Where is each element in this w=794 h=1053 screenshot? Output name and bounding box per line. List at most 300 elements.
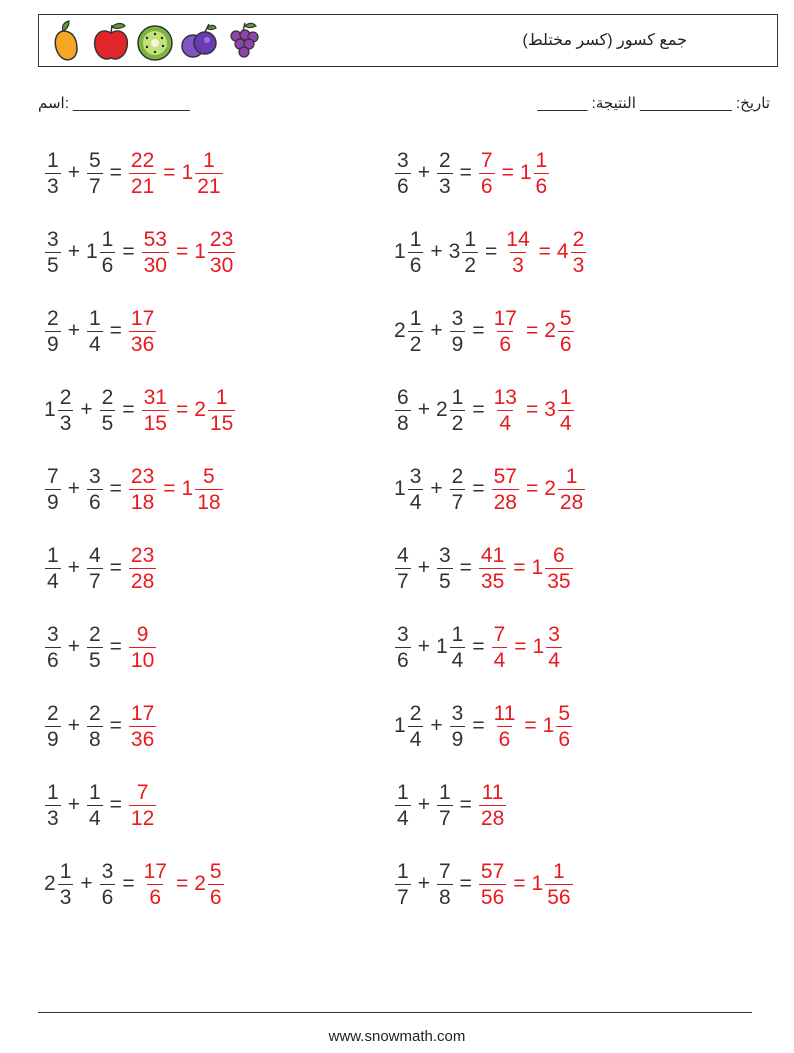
problem-row xyxy=(394,775,507,835)
numerator: 2 xyxy=(88,701,101,725)
answer-equals-sign: = xyxy=(501,161,514,184)
denominator: 7 xyxy=(438,806,451,830)
name-field: اسم: ______________ xyxy=(38,95,190,112)
numerator: 2 xyxy=(572,227,585,251)
answer xyxy=(491,466,587,513)
denominator: 8 xyxy=(438,885,451,909)
denominator: 9 xyxy=(47,490,59,514)
numerator: 11 xyxy=(493,701,516,725)
answer-mixed-number xyxy=(520,150,550,197)
fruit-icons xyxy=(47,19,263,63)
answer-mixed-number xyxy=(532,861,574,908)
answer-equals-sign: = xyxy=(538,240,551,263)
second-operand xyxy=(449,308,467,355)
numerator: 1 xyxy=(397,859,409,883)
answer-fraction xyxy=(492,466,519,513)
whole-number: 4 xyxy=(556,240,569,263)
equals-sign: = xyxy=(472,319,485,342)
problem-row xyxy=(394,459,586,519)
answer-mixed-number xyxy=(533,624,563,671)
numerator: 23 xyxy=(130,543,155,567)
answer-fraction xyxy=(492,624,508,671)
fraction xyxy=(45,229,61,276)
answer xyxy=(128,308,157,355)
answer-equals-sign: = xyxy=(175,398,189,421)
denominator: 9 xyxy=(451,727,464,751)
denominator: 6 xyxy=(498,727,511,751)
answer-fraction xyxy=(129,782,156,829)
plus-sign: + xyxy=(430,319,443,342)
whole-number: 1 xyxy=(531,872,544,895)
numerator: 7 xyxy=(493,622,506,646)
answer-fraction xyxy=(129,308,156,355)
numerator: 1 xyxy=(535,148,548,172)
fraction xyxy=(58,861,74,908)
mango-icon xyxy=(47,19,87,63)
fraction xyxy=(437,861,453,908)
denominator: 4 xyxy=(493,648,506,672)
numerator: 57 xyxy=(493,464,517,488)
equals-sign: = xyxy=(459,872,472,895)
answer xyxy=(478,545,574,592)
whole-number: 1 xyxy=(44,398,56,421)
numerator: 1 xyxy=(47,780,59,804)
answer xyxy=(128,466,224,513)
numerator: 3 xyxy=(548,622,560,646)
denominator: 6 xyxy=(88,490,101,514)
plus-sign: + xyxy=(430,477,443,500)
denominator: 3 xyxy=(47,174,59,198)
whole-number: 1 xyxy=(531,556,544,579)
denominator: 12 xyxy=(130,806,155,830)
problem-row xyxy=(44,459,224,519)
second-operand xyxy=(86,703,104,750)
numerator: 1 xyxy=(409,306,422,330)
second-operand xyxy=(436,624,466,671)
denominator: 4 xyxy=(559,411,572,435)
fraction xyxy=(58,387,74,434)
numerator: 9 xyxy=(136,622,149,646)
numerator: 1 xyxy=(59,859,72,883)
fraction xyxy=(546,624,562,671)
numerator: 3 xyxy=(397,622,409,646)
denominator: 5 xyxy=(88,648,101,672)
first-operand xyxy=(44,703,62,750)
answer xyxy=(491,624,563,671)
numerator: 4 xyxy=(397,543,409,567)
equals-sign: = xyxy=(472,477,485,500)
plus-sign: + xyxy=(67,793,80,816)
numerator: 6 xyxy=(397,385,409,409)
denominator: 6 xyxy=(397,174,409,198)
second-operand xyxy=(436,861,454,908)
numerator: 17 xyxy=(493,306,517,330)
answer xyxy=(141,387,237,434)
answer-fraction xyxy=(479,782,506,829)
equals-sign: = xyxy=(459,161,472,184)
fraction xyxy=(208,387,235,434)
fraction xyxy=(395,545,411,592)
denominator: 2 xyxy=(464,253,477,277)
whole-number: 2 xyxy=(435,398,448,421)
denominator: 6 xyxy=(149,885,162,909)
answer xyxy=(128,150,224,197)
numerator: 1 xyxy=(88,306,101,330)
denominator: 30 xyxy=(209,253,234,277)
plus-sign: + xyxy=(417,556,430,579)
fraction xyxy=(437,545,453,592)
answer xyxy=(491,387,575,434)
fraction xyxy=(100,861,116,908)
whole-number: 2 xyxy=(194,872,206,895)
fraction xyxy=(462,229,478,276)
denominator: 4 xyxy=(499,411,512,435)
numerator: 2 xyxy=(409,701,422,725)
problem-row xyxy=(44,775,157,835)
denominator: 6 xyxy=(480,174,493,198)
date-score-field: ______ :تاريخ: ___________ النتيجة xyxy=(537,95,770,112)
first-operand xyxy=(394,229,424,276)
fraction xyxy=(395,782,411,829)
answer-mixed-number xyxy=(544,387,574,434)
numerator: 1 xyxy=(553,859,565,883)
problem-row xyxy=(394,696,573,756)
fraction xyxy=(408,703,424,750)
second-operand xyxy=(86,782,104,829)
fraction xyxy=(87,782,103,829)
numerator: 3 xyxy=(88,464,101,488)
plus-sign: + xyxy=(417,872,430,895)
numerator: 6 xyxy=(553,543,565,567)
numerator: 2 xyxy=(451,464,464,488)
equals-sign: = xyxy=(109,556,122,579)
whole-number: 2 xyxy=(44,872,56,895)
answer-fraction xyxy=(492,703,518,750)
answer xyxy=(128,624,157,671)
footer-divider xyxy=(38,1012,752,1013)
second-operand xyxy=(99,861,117,908)
numerator: 3 xyxy=(451,306,464,330)
numerator: 7 xyxy=(136,780,149,804)
whole-number: 1 xyxy=(85,240,98,263)
answer xyxy=(491,703,573,750)
denominator: 35 xyxy=(547,569,571,593)
denominator: 8 xyxy=(397,411,409,435)
denominator: 3 xyxy=(47,806,59,830)
first-operand xyxy=(394,624,412,671)
denominator: 3 xyxy=(438,174,451,198)
second-operand xyxy=(436,150,454,197)
answer xyxy=(491,308,575,355)
answer-mixed-number xyxy=(544,308,574,355)
first-operand xyxy=(394,466,424,513)
numerator: 1 xyxy=(397,780,409,804)
second-operand xyxy=(436,782,454,829)
numerator: 23 xyxy=(130,464,155,488)
numerator: 3 xyxy=(409,464,422,488)
plum-icon xyxy=(179,19,219,63)
fraction xyxy=(558,387,574,434)
fraction xyxy=(395,861,411,908)
fraction xyxy=(450,308,466,355)
second-operand xyxy=(99,387,117,434)
numerator: 17 xyxy=(143,859,167,883)
first-operand xyxy=(394,861,412,908)
fraction xyxy=(87,150,103,197)
plus-sign: + xyxy=(67,477,80,500)
numerator: 5 xyxy=(209,859,222,883)
first-operand xyxy=(394,703,424,750)
numerator: 41 xyxy=(480,543,505,567)
denominator: 56 xyxy=(480,885,505,909)
equals-sign: = xyxy=(109,477,122,500)
answer xyxy=(128,545,157,592)
first-operand xyxy=(44,229,62,276)
second-operand xyxy=(86,545,104,592)
answer-equals-sign: = xyxy=(513,872,526,895)
answer-mixed-number xyxy=(182,466,224,513)
second-operand xyxy=(86,466,104,513)
answer-equals-sign: = xyxy=(163,477,176,500)
answer-mixed-number xyxy=(182,150,224,197)
problem-row xyxy=(44,380,236,440)
answer-mixed-number xyxy=(194,861,224,908)
whole-number: 1 xyxy=(194,240,206,263)
equals-sign: = xyxy=(109,319,122,342)
denominator: 6 xyxy=(558,727,571,751)
denominator: 6 xyxy=(209,885,222,909)
second-operand xyxy=(436,545,454,592)
fraction xyxy=(558,466,585,513)
numerator: 3 xyxy=(397,148,409,172)
plus-sign: + xyxy=(430,714,443,737)
answer-equals-sign: = xyxy=(175,872,189,895)
denominator: 7 xyxy=(88,569,101,593)
numerator: 17 xyxy=(130,701,155,725)
numerator: 7 xyxy=(47,464,59,488)
whole-number: 1 xyxy=(532,635,545,658)
whole-number: 3 xyxy=(544,398,556,421)
equals-sign: = xyxy=(472,635,485,658)
denominator: 21 xyxy=(130,174,155,198)
whole-number: 1 xyxy=(394,240,406,263)
denominator: 4 xyxy=(397,806,409,830)
equals-sign: = xyxy=(109,161,122,184)
fraction xyxy=(556,703,572,750)
equals-sign: = xyxy=(459,556,472,579)
denominator: 21 xyxy=(197,174,221,198)
fraction xyxy=(395,150,411,197)
problem-row xyxy=(394,854,574,914)
numerator: 1 xyxy=(215,385,228,409)
whole-number: 1 xyxy=(435,635,448,658)
denominator: 35 xyxy=(480,569,505,593)
numerator: 1 xyxy=(101,227,114,251)
worksheet-title: جمع كسور (كسر مختلط) xyxy=(522,32,687,49)
denominator: 4 xyxy=(548,648,560,672)
denominator: 6 xyxy=(47,648,59,672)
denominator: 56 xyxy=(547,885,571,909)
plus-sign: + xyxy=(417,161,430,184)
first-operand xyxy=(394,545,412,592)
problem-row xyxy=(394,617,563,677)
fraction xyxy=(571,229,587,276)
equals-sign: = xyxy=(485,240,498,263)
fraction xyxy=(100,229,116,276)
fraction xyxy=(408,308,424,355)
whole-number: 1 xyxy=(519,161,532,184)
equals-sign: = xyxy=(472,398,485,421)
answer-mixed-number xyxy=(543,703,573,750)
plus-sign: + xyxy=(67,714,80,737)
denominator: 4 xyxy=(47,569,59,593)
fraction xyxy=(450,703,466,750)
problem-row xyxy=(394,380,575,440)
denominator: 6 xyxy=(101,885,114,909)
answer-fraction xyxy=(129,545,156,592)
fraction xyxy=(208,229,235,276)
fraction xyxy=(545,545,572,592)
numerator: 7 xyxy=(480,148,493,172)
denominator: 10 xyxy=(130,648,155,672)
denominator: 18 xyxy=(130,490,155,514)
answer xyxy=(503,229,587,276)
denominator: 36 xyxy=(130,332,155,356)
answer-fraction xyxy=(142,861,169,908)
answer-equals-sign: = xyxy=(524,714,537,737)
answer-fraction xyxy=(479,861,506,908)
first-operand xyxy=(44,782,62,829)
problem-row xyxy=(44,617,157,677)
numerator: 17 xyxy=(130,306,155,330)
fraction xyxy=(87,703,103,750)
denominator: 6 xyxy=(535,174,548,198)
whole-number: 1 xyxy=(181,477,194,500)
fraction xyxy=(437,782,453,829)
answer-equals-sign: = xyxy=(514,635,527,658)
numerator: 13 xyxy=(493,385,517,409)
fraction xyxy=(545,861,572,908)
denominator: 4 xyxy=(409,490,422,514)
plus-sign: + xyxy=(67,556,80,579)
denominator: 6 xyxy=(397,648,409,672)
numerator: 1 xyxy=(451,385,464,409)
first-operand xyxy=(44,545,62,592)
equals-sign: = xyxy=(122,872,135,895)
whole-number: 3 xyxy=(448,240,461,263)
problem-row xyxy=(394,143,550,203)
numerator: 2 xyxy=(47,306,59,330)
denominator: 8 xyxy=(88,727,101,751)
fraction xyxy=(195,466,222,513)
answer xyxy=(478,861,574,908)
second-operand xyxy=(86,624,104,671)
second-operand xyxy=(449,703,467,750)
problem-row xyxy=(44,854,225,914)
answer-equals-sign: = xyxy=(163,161,176,184)
fraction xyxy=(408,466,424,513)
plus-sign: + xyxy=(417,635,430,658)
fraction xyxy=(208,861,224,908)
fraction xyxy=(45,150,61,197)
fraction xyxy=(45,308,61,355)
answer-mixed-number xyxy=(532,545,574,592)
fraction xyxy=(87,466,103,513)
denominator: 28 xyxy=(130,569,155,593)
plus-sign: + xyxy=(417,793,430,816)
answer xyxy=(141,229,237,276)
fraction xyxy=(558,308,574,355)
denominator: 9 xyxy=(451,332,464,356)
numerator: 53 xyxy=(143,227,167,251)
fraction xyxy=(450,466,466,513)
denominator: 15 xyxy=(143,411,167,435)
second-operand xyxy=(436,387,466,434)
equals-sign: = xyxy=(109,793,122,816)
fraction xyxy=(437,150,453,197)
numerator: 23 xyxy=(209,227,234,251)
whole-number: 1 xyxy=(394,714,406,737)
answer-fraction xyxy=(492,387,519,434)
numerator: 1 xyxy=(559,385,572,409)
denominator: 7 xyxy=(397,569,409,593)
second-operand xyxy=(86,229,116,276)
fraction xyxy=(195,150,222,197)
denominator: 4 xyxy=(409,727,422,751)
first-operand xyxy=(44,466,62,513)
answer-mixed-number xyxy=(544,466,586,513)
answer-mixed-number xyxy=(194,229,236,276)
second-operand xyxy=(86,150,104,197)
answer-equals-sign: = xyxy=(525,398,539,421)
numerator: 1 xyxy=(88,780,101,804)
answer-fraction xyxy=(504,229,531,276)
answer-fraction xyxy=(142,229,169,276)
equals-sign: = xyxy=(472,714,485,737)
answer-equals-sign: = xyxy=(175,240,189,263)
denominator: 18 xyxy=(197,490,221,514)
fraction xyxy=(45,466,61,513)
answer-equals-sign: = xyxy=(525,477,539,500)
numerator: 1 xyxy=(464,227,477,251)
denominator: 3 xyxy=(59,885,72,909)
fraction xyxy=(534,150,550,197)
equals-sign: = xyxy=(122,398,135,421)
denominator: 30 xyxy=(143,253,167,277)
denominator: 6 xyxy=(101,253,114,277)
second-operand xyxy=(449,229,479,276)
denominator: 5 xyxy=(101,411,114,435)
numerator: 4 xyxy=(88,543,101,567)
numerator: 1 xyxy=(203,148,215,172)
numerator: 5 xyxy=(203,464,215,488)
denominator: 9 xyxy=(47,332,59,356)
plus-sign: + xyxy=(417,398,430,421)
answer xyxy=(478,150,550,197)
numerator: 3 xyxy=(47,227,59,251)
answer-mixed-number xyxy=(194,387,236,434)
fraction xyxy=(87,545,103,592)
second-operand xyxy=(449,466,467,513)
first-operand xyxy=(44,861,74,908)
equals-sign: = xyxy=(109,714,122,737)
denominator: 28 xyxy=(559,490,584,514)
plus-sign: + xyxy=(80,872,93,895)
numerator: 1 xyxy=(565,464,578,488)
plus-sign: + xyxy=(67,635,80,658)
numerator: 14 xyxy=(506,227,530,251)
denominator: 28 xyxy=(493,490,517,514)
